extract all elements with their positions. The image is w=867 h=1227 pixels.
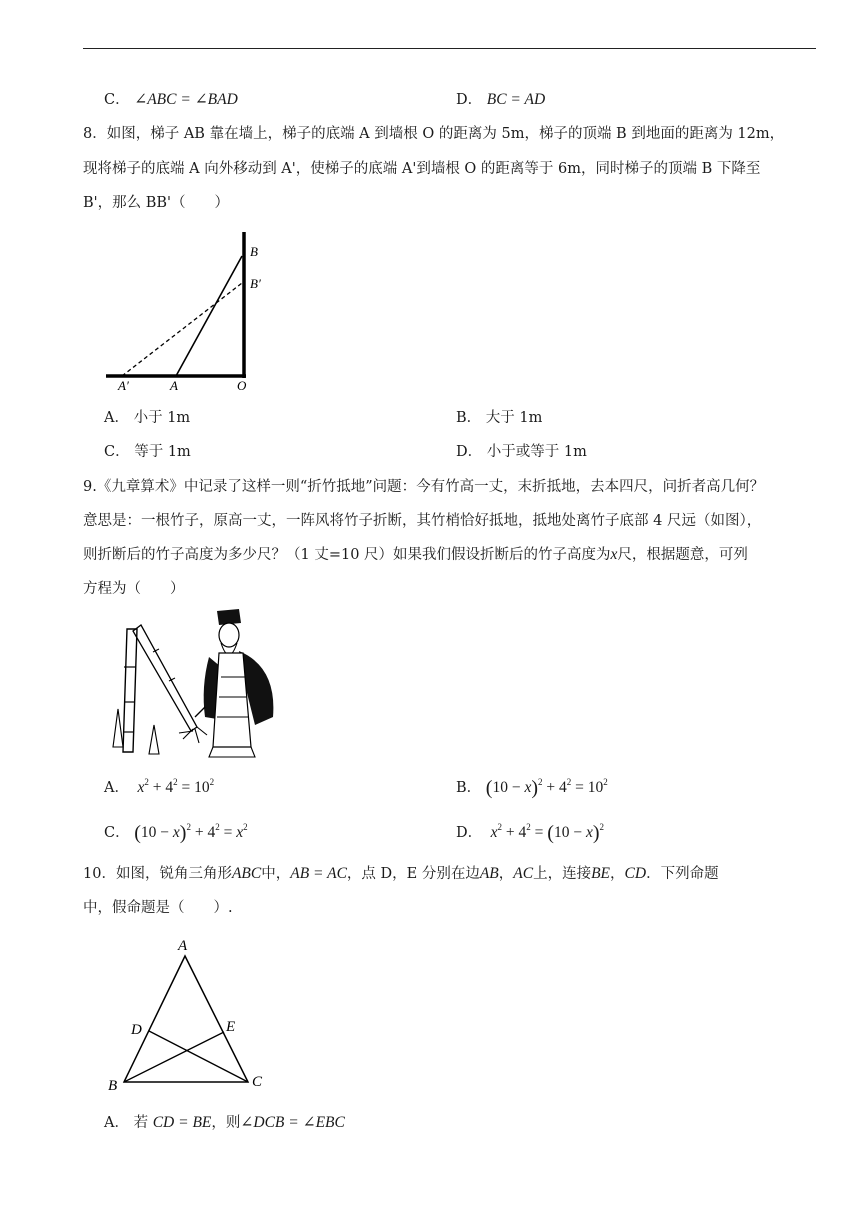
text-segment: ， (610, 866, 625, 882)
label-e: E (226, 1019, 236, 1035)
q9-option-b (456, 778, 608, 798)
text-segment: 尺，根据题意，可列 (617, 547, 748, 563)
label-d: D (131, 1022, 142, 1038)
q8-option-a (104, 408, 190, 428)
q9-line-2: 意思是：一根竹子，原高一丈，一阵风将竹子折断，其竹梢恰好抵地，抵地处离竹子底部 4 尺远（如图）， (83, 513, 762, 529)
option-label: D． (456, 444, 483, 460)
q9-line-1: 9.《九章算术》中记录了这样一则“折竹抵地”问题：今有竹高一丈，末折抵地，去本四尺，问折者高几何？ (83, 479, 765, 495)
q8-option-c (104, 442, 191, 462)
header-rule (83, 48, 816, 49)
option-text: 等于 1m (134, 444, 191, 460)
q9-option-a (104, 778, 214, 798)
text-segment: ，则 (211, 1115, 241, 1131)
math-ab-eq-ac: AB = AC (290, 865, 347, 882)
option-text: 小于 1m (133, 410, 191, 426)
label-a-prime: A′ (118, 378, 129, 393)
option-label: A． (104, 1115, 129, 1131)
label-a: A (178, 938, 188, 954)
q8-line-3: B'，那么 BB'（ ） (83, 195, 230, 211)
q10-line-2: 中，假命题是（ ）. (83, 900, 233, 916)
q8-option-b (456, 408, 542, 428)
math-cd: CD (624, 865, 647, 882)
text-segment: 上，连接 (533, 866, 592, 882)
math-abc: ABC (231, 865, 262, 882)
equation-a: $x^2 + 4^2 = 10^2$ (133, 777, 215, 796)
bamboo-scholar-illustration (105, 607, 285, 762)
equation-d: $x^2 + 4^2 = (10 - x)^2$ (486, 822, 604, 844)
option-text: 大于 1m (485, 410, 543, 426)
math-ab: AB (479, 865, 499, 882)
option-label: C． (104, 825, 130, 841)
equation-b: $(10 - x)^2 + 4^2 = 10^2$ (485, 777, 608, 799)
q9-option-d (456, 823, 604, 843)
text-segment: ， (498, 866, 514, 882)
variable-x: x (610, 546, 618, 563)
label-b: B (250, 244, 258, 259)
option-expr: ∠ABC = ∠BAD (134, 91, 238, 108)
q9-line-4: 方程为（ ） (83, 581, 185, 597)
option-label: C． (104, 92, 130, 108)
triangle-figure (100, 932, 280, 1094)
math-be: BE (591, 865, 611, 882)
math-expr: ∠DCB = ∠EBC (240, 1114, 345, 1131)
q7-option-c (104, 90, 238, 110)
q7-option-d (456, 90, 545, 110)
option-text: 小于或等于 1m (486, 444, 587, 460)
label-b: B (108, 1078, 118, 1094)
math-ac: AC (513, 865, 534, 882)
q9-line-3 (83, 545, 748, 565)
option-label: D． (456, 92, 483, 108)
label-a: A (170, 378, 178, 393)
label-o: O (237, 378, 247, 393)
equation-c: $(10 - x)^2 + 4^2 = x^2$ (134, 822, 248, 844)
option-label: B． (456, 780, 482, 796)
q8-option-d (456, 442, 587, 462)
text-segment: 则折断后的竹子高度为多少尺？（1 丈=10 尺）如果我们假设折断后的竹子高度为 (83, 547, 611, 563)
text-segment: ．下列命题 (646, 866, 719, 882)
q8-line-2: 现将梯子的底端 A 向外移动到 A'，使梯子的底端 A'到墙根 O 的距离等于 6m，同时梯子的顶端 B 下降至 (83, 161, 761, 177)
q10-line-1 (83, 864, 719, 884)
option-label: B． (456, 410, 482, 426)
option-label: C． (104, 444, 130, 460)
option-label: A． (104, 410, 129, 426)
option-label: A． (104, 780, 129, 796)
option-expr: BC = AD (486, 91, 546, 108)
q10-option-a (104, 1113, 345, 1133)
text-segment: 若 (133, 1115, 149, 1131)
math-expr: CD = BE (152, 1114, 212, 1131)
text-segment: ，点 D，E 分别在边 (346, 866, 480, 882)
q8-line-1: 8．如图，梯子 AB 靠在墙上，梯子的底端 A 到墙根 O 的距离为 5m，梯子的顶端 B 到地面的距离为 12m， (83, 126, 785, 142)
label-c: C (252, 1074, 263, 1090)
q9-option-c (104, 823, 248, 843)
text-segment: 中， (261, 866, 291, 882)
text-segment: 10．如图，锐角三角形 (83, 866, 232, 882)
ladder-figure (100, 228, 270, 396)
label-b-prime: B′ (250, 276, 261, 291)
option-label: D． (456, 825, 483, 841)
